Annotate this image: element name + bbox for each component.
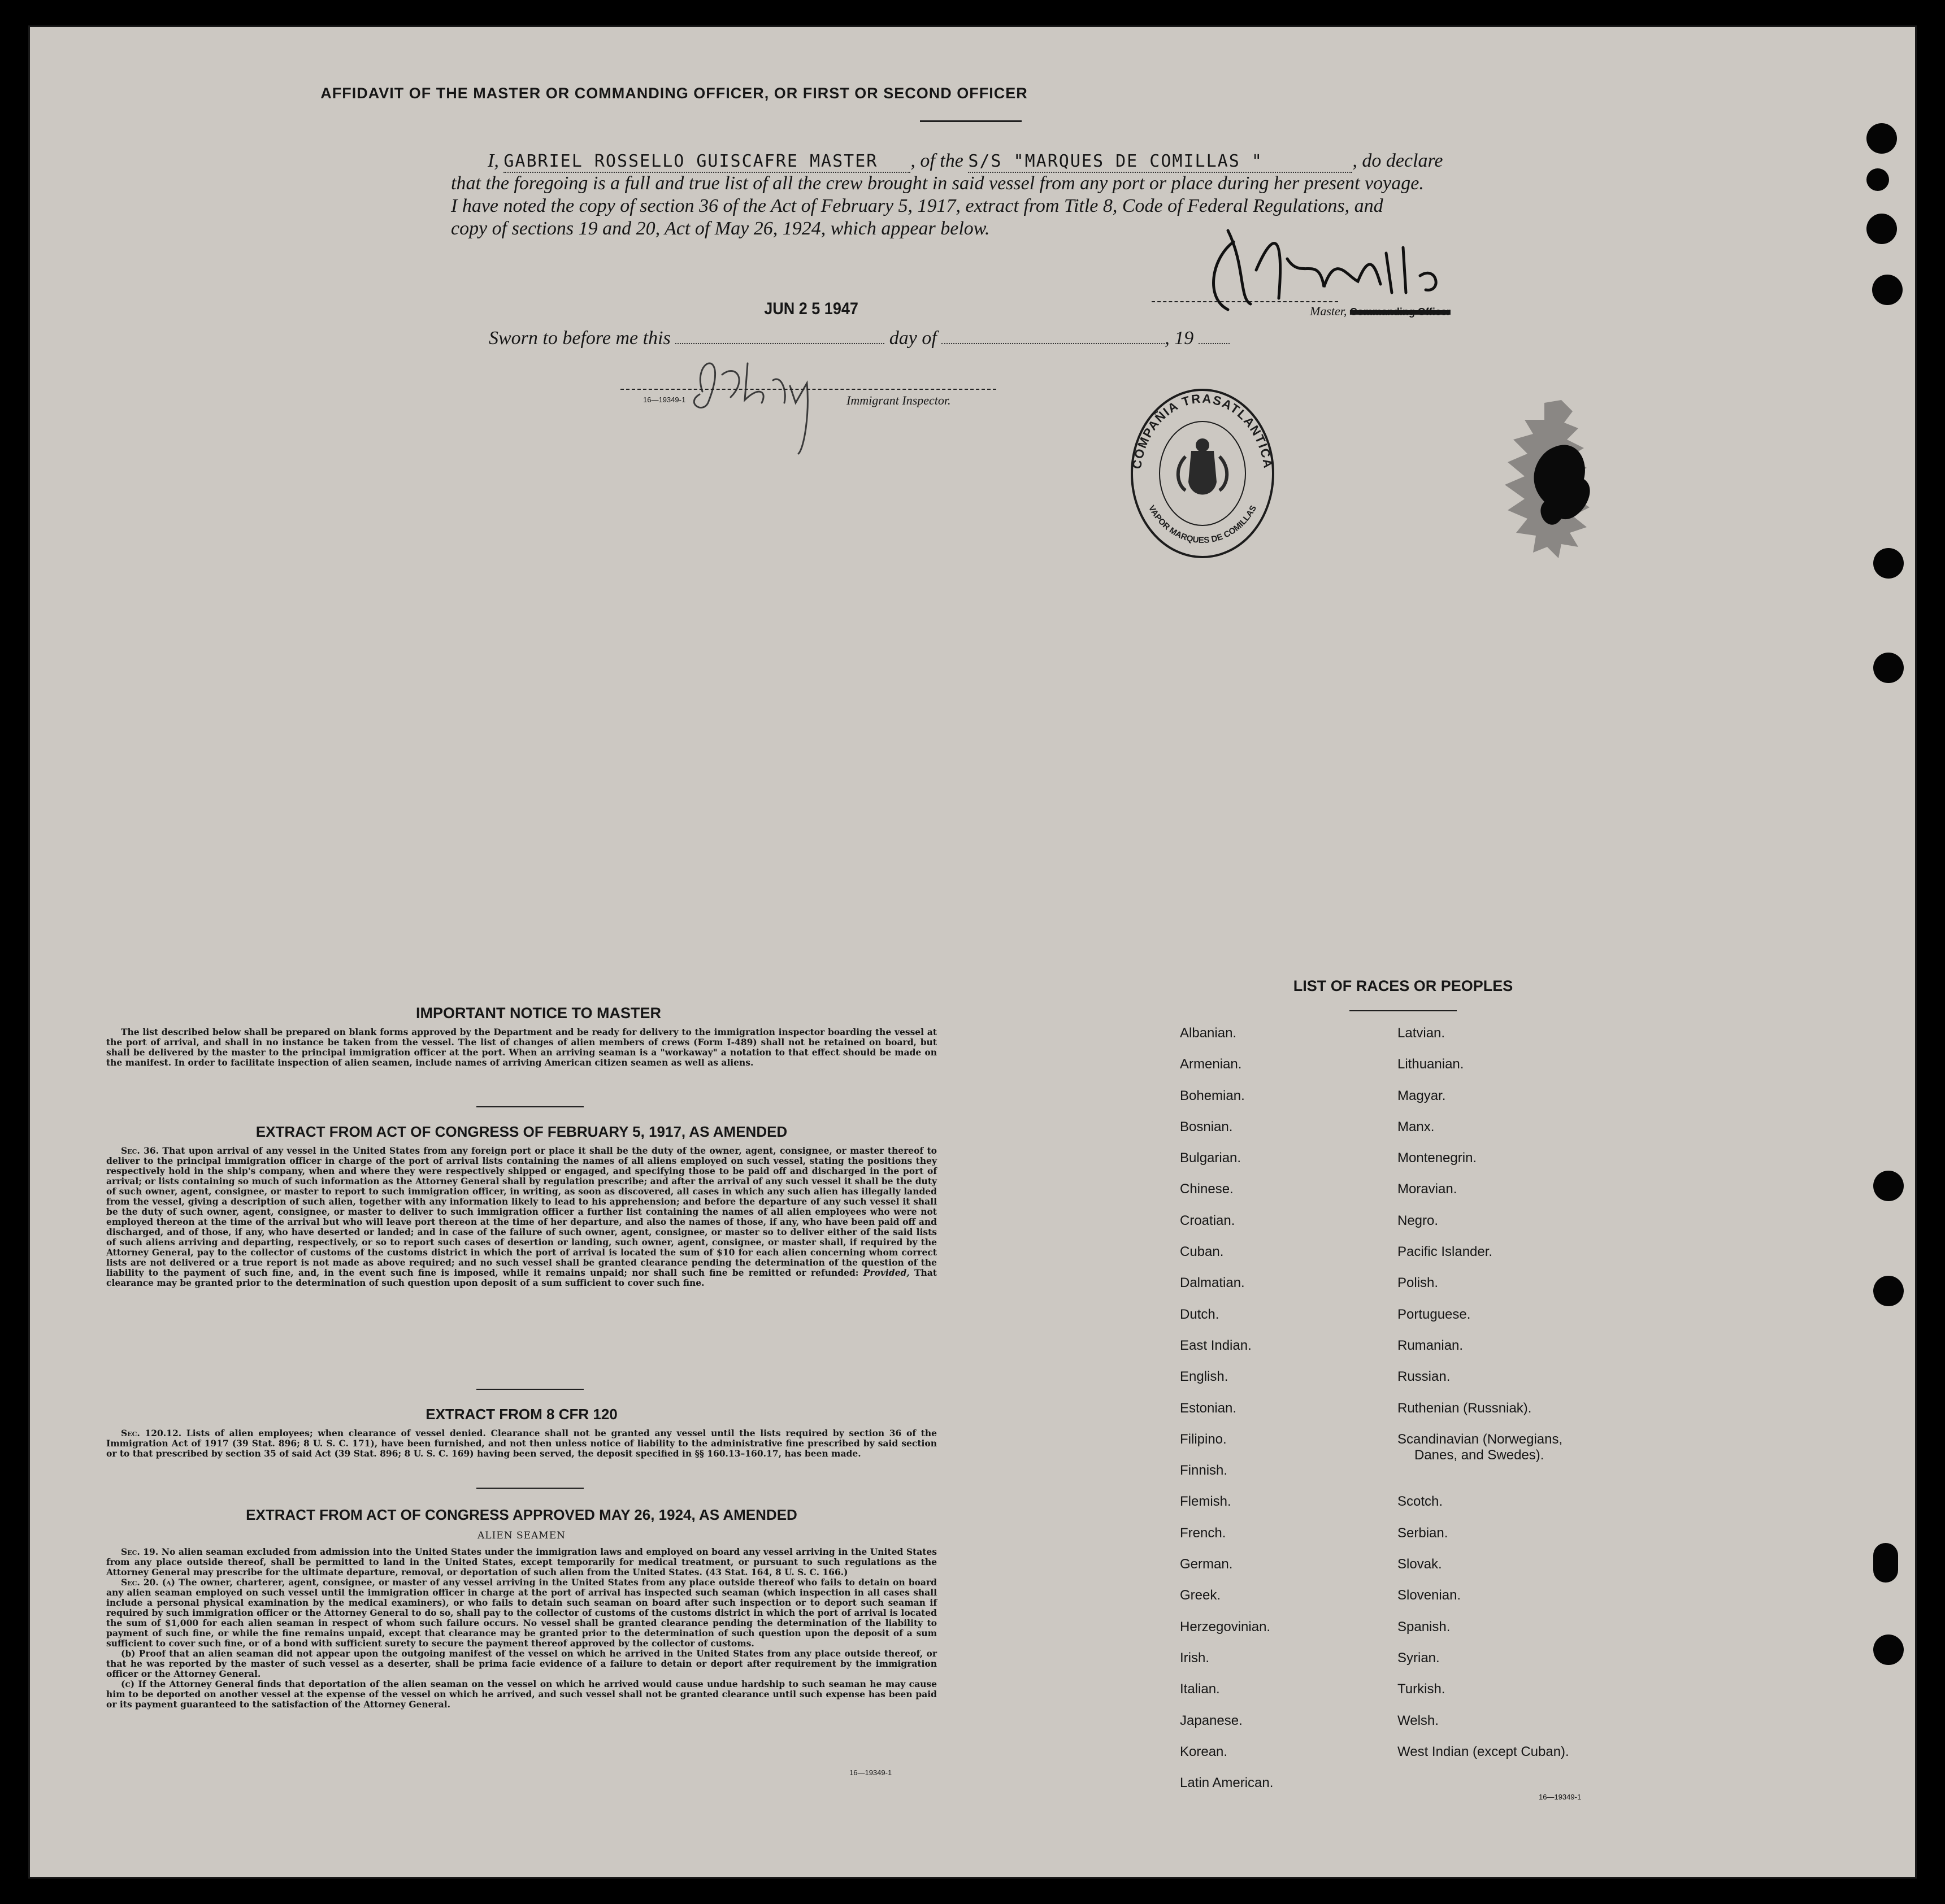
punch-hole <box>1866 123 1897 154</box>
punch-hole <box>1873 1171 1904 1201</box>
punch-hole <box>1866 168 1889 191</box>
races-right-column <box>1397 1026 1569 1776</box>
race-item: Portuguese. <box>1397 1306 1471 1322</box>
year-prefix: , 19 <box>1165 328 1194 349</box>
affidavit-title: AFFIDAVIT OF THE MASTER OR COMMANDING OFFICER, OR FIRST OR SECOND OFFICER <box>320 85 1028 102</box>
extract-1917-body <box>106 1146 937 1288</box>
race-item: Japanese. <box>1180 1712 1243 1728</box>
sec-19-label: Sec. 19. <box>121 1546 159 1557</box>
struck-commanding-officer: Commanding Officer <box>1349 306 1451 318</box>
sec-120-label: Sec. 120.12. <box>121 1428 182 1438</box>
race-item: French. <box>1180 1525 1226 1541</box>
sec-36-text-end: That clearance may be granted prior to the determination of such question upon deposit of a sum sufficient to cover such fine. <box>106 1267 937 1288</box>
notice-text: The list described below shall be prepared on blank forms approved by the Department and be ready for delivery to the immigration inspector boarding the vessel at the port of arrival, and shall in no instance be taken from the vessel. The list of changes of alien members of crews (Form I-489) shall not be retained on board, but shall be delivered by the master to the principal immigration officer at the port. When an arriving seaman is a "workaway" a notation to that effect should be made on the manifest. In order to facilitate inspection of alien seamen, include names of arriving American citizen seamen as well as aliens. <box>106 1027 937 1068</box>
affidavit-prefix: I, <box>488 150 499 171</box>
coat-of-arms-icon <box>1178 438 1227 495</box>
races-title: LIST OF RACES OR PEOPLES <box>1293 977 1513 994</box>
of-the-text: , of the <box>910 150 963 171</box>
master-label-text: Master, <box>1310 304 1347 318</box>
race-item: Croatian. <box>1180 1212 1235 1228</box>
sworn-prefix: Sworn to before me this <box>489 328 671 349</box>
sec-19-text: No alien seaman excluded from admission into the United States under the immigration laws and employed on board any vessel arriving in the United States from any place outside thereof, shall be permitted to land in the United States, except temporarily for medical treatment, or pursuant to such regulations as the Attorney General may prescribe for the ultimate departure, removal, or deportation of such alien from the United States. (43 Stat. 164, 8 U. S. C. 166.) <box>106 1546 937 1577</box>
race-item: Slovak. <box>1397 1557 1442 1572</box>
inspector-signature-line <box>620 389 996 390</box>
race-item: Bohemian. <box>1180 1088 1245 1103</box>
sec-20a-text: The owner, charterer, agent, consignee, or master of any vessel arriving in the United States from any place outside thereof who fails to detain on board any alien seaman employed on such vessel until the immigration officer in charge at the port of arrival has inspected such seaman (which inspection in all cases shall include a personal physical examination by the medical examiners), or who fails to detain such seaman on board after such inspection or to deport such seaman if required by such immigration officer or the Attorney General to do so, shall pay to the collector of customs of the customs district in which the port of arrival is located the sum of $1,000 for each alien seaman in respect of whom such failure occurs. No vessel shall be granted clearance pending the determination of the liability to payment of such fine, or while the fine remains unpaid, except that clearance may be granted prior to the determination of such question upon the deposit of a sum sufficient to cover such fine, or of a bond with sufficient surety to secure the payment thereof approved by the collector of customs. <box>106 1577 937 1649</box>
vessel-field <box>968 150 1352 173</box>
extract-1924-body <box>106 1547 937 1710</box>
race-item: West Indian (except Cuban). <box>1397 1744 1569 1759</box>
divider-1 <box>476 1106 584 1107</box>
race-item: Italian. <box>1180 1681 1220 1697</box>
divider-3 <box>476 1488 584 1489</box>
race-item: Lithuanian. <box>1397 1057 1464 1072</box>
alien-seamen-subtitle: ALIEN SEAMEN <box>477 1530 566 1541</box>
race-item: Filipino. <box>1180 1431 1227 1447</box>
race-item: Dalmatian. <box>1180 1275 1245 1291</box>
race-item: Dutch. <box>1180 1306 1219 1322</box>
race-item: Chinese. <box>1180 1181 1234 1197</box>
race-item: Flemish. <box>1180 1494 1231 1510</box>
race-item: Manx. <box>1397 1119 1435 1134</box>
race-item: Russian. <box>1397 1369 1451 1385</box>
extract-cfr-title: EXTRACT FROM 8 CFR 120 <box>426 1406 618 1423</box>
affidavit-line-3: I have noted the copy of section 36 of the Act of February 5, 1917, extract from Title 8, Code of Federal Regulations, and <box>451 195 1383 216</box>
sec-120-text: Lists of alien employees; when clearance of vessel denied. Clearance shall not be granted any vessel until the lists required by section 36 of the Immigration Act of 1917 (39 Stat. 896; 8 U. S. C. 171), have been furnished, and not then unless notice of liability to the administrative fine prescribed by said section or to that prescribed by section 35 of said Act (39 Stat. 896; 8 U. S. C. 169) having been served, the deposit specified in §§ 160.13–160.17, has been made. <box>106 1428 937 1459</box>
race-item: Turkish. <box>1397 1681 1445 1697</box>
punch-hole <box>1872 275 1903 305</box>
sec-36-label: Sec. 36. <box>121 1145 159 1156</box>
seal-top-text: COMPAÑIA TRASATLANTICA <box>1129 391 1276 470</box>
punch-hole <box>1873 1635 1904 1665</box>
race-item: Syrian. <box>1397 1650 1440 1666</box>
race-item: Welsh. <box>1397 1712 1439 1728</box>
race-item: Albanian. <box>1180 1025 1237 1041</box>
races-left-column <box>1180 1026 1273 1807</box>
divider-2 <box>476 1389 584 1390</box>
master-name-field <box>503 150 910 173</box>
race-item: Greek. <box>1180 1588 1221 1603</box>
race-item: Danes, and Swedes). <box>1414 1447 1544 1463</box>
svg-text:VAPOR MARQUES DE COMILLAS <box>1147 504 1258 545</box>
race-item: Moravian. <box>1397 1181 1457 1197</box>
race-item: Korean. <box>1180 1744 1228 1759</box>
race-item: Slovenian. <box>1397 1588 1461 1603</box>
sworn-month-field <box>941 343 1165 344</box>
affidavit-line-2: that the foregoing is a full and true list of all the crew brought in said vessel from any port or place during her present voyage. <box>451 173 1424 194</box>
punch-hole <box>1873 548 1904 579</box>
race-item: Montenegrin. <box>1397 1150 1477 1166</box>
sec-36-text: That upon arrival of any vessel in the United States from any foreign port or place it shall be the duty of the owner, agent, consignee, or master thereof to deliver to the principal immigration officer in charge of the port of arrival lists containing the names of all aliens employed on such vessel, stating the positions they respectively hold in the ship's company, when and where they were respectively shipped or engaged, and specifying those to be paid off and discharged in the port of arrival; or lists containing so much of such information as the Attorney General shall by regulation prescribe; and after the arrival of any such vessel it shall be the duty of such owner, agent, consignee, or master to report to such immigration officer, in writing, as soon as discovered, all cases in which any such alien has illegally landed from the vessel, giving a description of such alien, together with any information likely to lead to his apprehension; and before the departure of any such vessel it shall be the duty of such owner, agent, consignee, or master to deliver to such immigration officer a further list containing the names of all alien employees who were not employed thereon at the time of the arrival but who will leave port thereon at the time of her departure, and also the names of those, if any, who have been paid off and discharged, and of those, if any, who have deserted or landed; and in case of the failure of such owner, agent, consignee, or master so to deliver either of the said lists of such aliens arriving and departing, respectively, or so to report such cases of desertion or landing, such owner, agent, consignee, or master shall, if required by the Attorney General, pay to the collector of customs of the customs district in which the port of arrival is located the sum of $10 for each alien concerning whom correct lists are not delivered or a true report is not made as above required; and no such vessel shall be granted clearance pending the determination of the question of the liability to the payment of such fine, and, in the event such fine is imposed, while it remains unpaid; nor shall such fine be remitted or refunded: <box>106 1145 937 1278</box>
form-number-affidavit: 16—19349-1 <box>643 395 686 404</box>
punch-hole <box>1866 214 1897 244</box>
punch-hole <box>1873 1543 1898 1583</box>
race-item: East Indian. <box>1180 1337 1252 1353</box>
do-declare-text: , do declare <box>1352 150 1443 171</box>
race-item: Scotch. <box>1397 1494 1443 1510</box>
extract-1924-title: EXTRACT FROM ACT OF CONGRESS APPROVED MAY 26, 1924, AS AMENDED <box>246 1506 797 1523</box>
race-item: German. <box>1180 1557 1233 1572</box>
race-item: Magyar. <box>1397 1088 1446 1103</box>
sec-20-label: Sec. 20. (a) <box>121 1577 175 1588</box>
race-item: Negro. <box>1397 1212 1439 1228</box>
seal-bottom-text: VAPOR MARQUES DE COMILLAS <box>1146 503 1259 546</box>
race-item: Scandinavian (Norwegians, <box>1397 1431 1563 1447</box>
race-item: Spanish. <box>1397 1619 1451 1635</box>
race-item: Latin American. <box>1180 1775 1274 1791</box>
race-item: English. <box>1180 1369 1228 1385</box>
document-page <box>28 25 1917 1879</box>
race-item: Cuban. <box>1180 1244 1224 1260</box>
notice-title: IMPORTANT NOTICE TO MASTER <box>416 1005 661 1021</box>
date-stamp: JUN 2 5 1947 <box>764 299 858 318</box>
inspector-label: Immigrant Inspector. <box>846 393 951 407</box>
race-item: Serbian. <box>1397 1525 1448 1541</box>
race-item: Irish. <box>1180 1650 1210 1666</box>
sec-20c-text: (c) If the Attorney General finds that deportation of the alien seaman on the vessel on which he arrived would cause undue hardship to such seaman he may cause him to be deported on another vessel at the expense of the vessel on which he arrived, and such vessel shall not be granted clearance until such expense has been paid or its payment guaranteed to the satisfaction of the Attorney General. <box>106 1679 937 1710</box>
affidavit-line-4: copy of sections 19 and 20, Act of May 26, 1924, which appear below. <box>451 218 990 239</box>
extract-cfr-body <box>106 1428 937 1459</box>
races-divider <box>1349 1010 1457 1011</box>
master-name: GABRIEL ROSSELLO GUISCAFRE MASTER <box>503 151 878 171</box>
extract-1917-title: EXTRACT FROM ACT OF CONGRESS OF FEBRUARY 5, 1917, AS AMENDED <box>255 1123 788 1140</box>
vessel-name: S/S "MARQUES DE COMILLAS " <box>968 151 1263 171</box>
punch-hole <box>1873 1276 1904 1306</box>
race-item: Pacific Islander. <box>1397 1244 1493 1260</box>
race-item: Finnish. <box>1180 1463 1228 1479</box>
punch-hole <box>1873 653 1904 683</box>
sec-20b-text: (b) Proof that an alien seaman did not appear upon the outgoing manifest of the vessel on which he arrived in the United States from any place outside thereof, or that he was reported by the master of such vessel as a deserter, shall be prima facie evidence of a failure to detain or deport after requirement by the immigration officer or the Attorney General. <box>106 1648 937 1679</box>
title-divider <box>920 120 1022 122</box>
race-item: Armenian. <box>1180 1057 1242 1072</box>
provided-text: Provided, <box>863 1267 910 1278</box>
race-item: Polish. <box>1397 1275 1439 1291</box>
sworn-year-field <box>1199 343 1230 344</box>
master-label <box>1310 304 1451 319</box>
race-item: Bulgarian. <box>1180 1150 1241 1166</box>
race-item: Herzegovinian. <box>1180 1619 1271 1635</box>
race-item: Rumanian. <box>1397 1337 1464 1353</box>
race-item: Estonian. <box>1180 1400 1237 1416</box>
race-item: Ruthenian (Russniak). <box>1397 1400 1532 1416</box>
notice-body <box>106 1027 937 1068</box>
company-seal <box>1106 383 1299 564</box>
race-item: Latvian. <box>1397 1025 1445 1041</box>
form-number-races: 16—19349-1 <box>1539 1793 1582 1801</box>
day-of-text: day of <box>889 328 937 349</box>
master-signature-line <box>1152 301 1338 302</box>
embossed-seal-mark <box>1494 389 1652 575</box>
form-number-extract: 16—19349-1 <box>849 1768 892 1777</box>
race-item: Bosnian. <box>1180 1119 1233 1134</box>
affidavit-line-1 <box>488 150 1443 173</box>
